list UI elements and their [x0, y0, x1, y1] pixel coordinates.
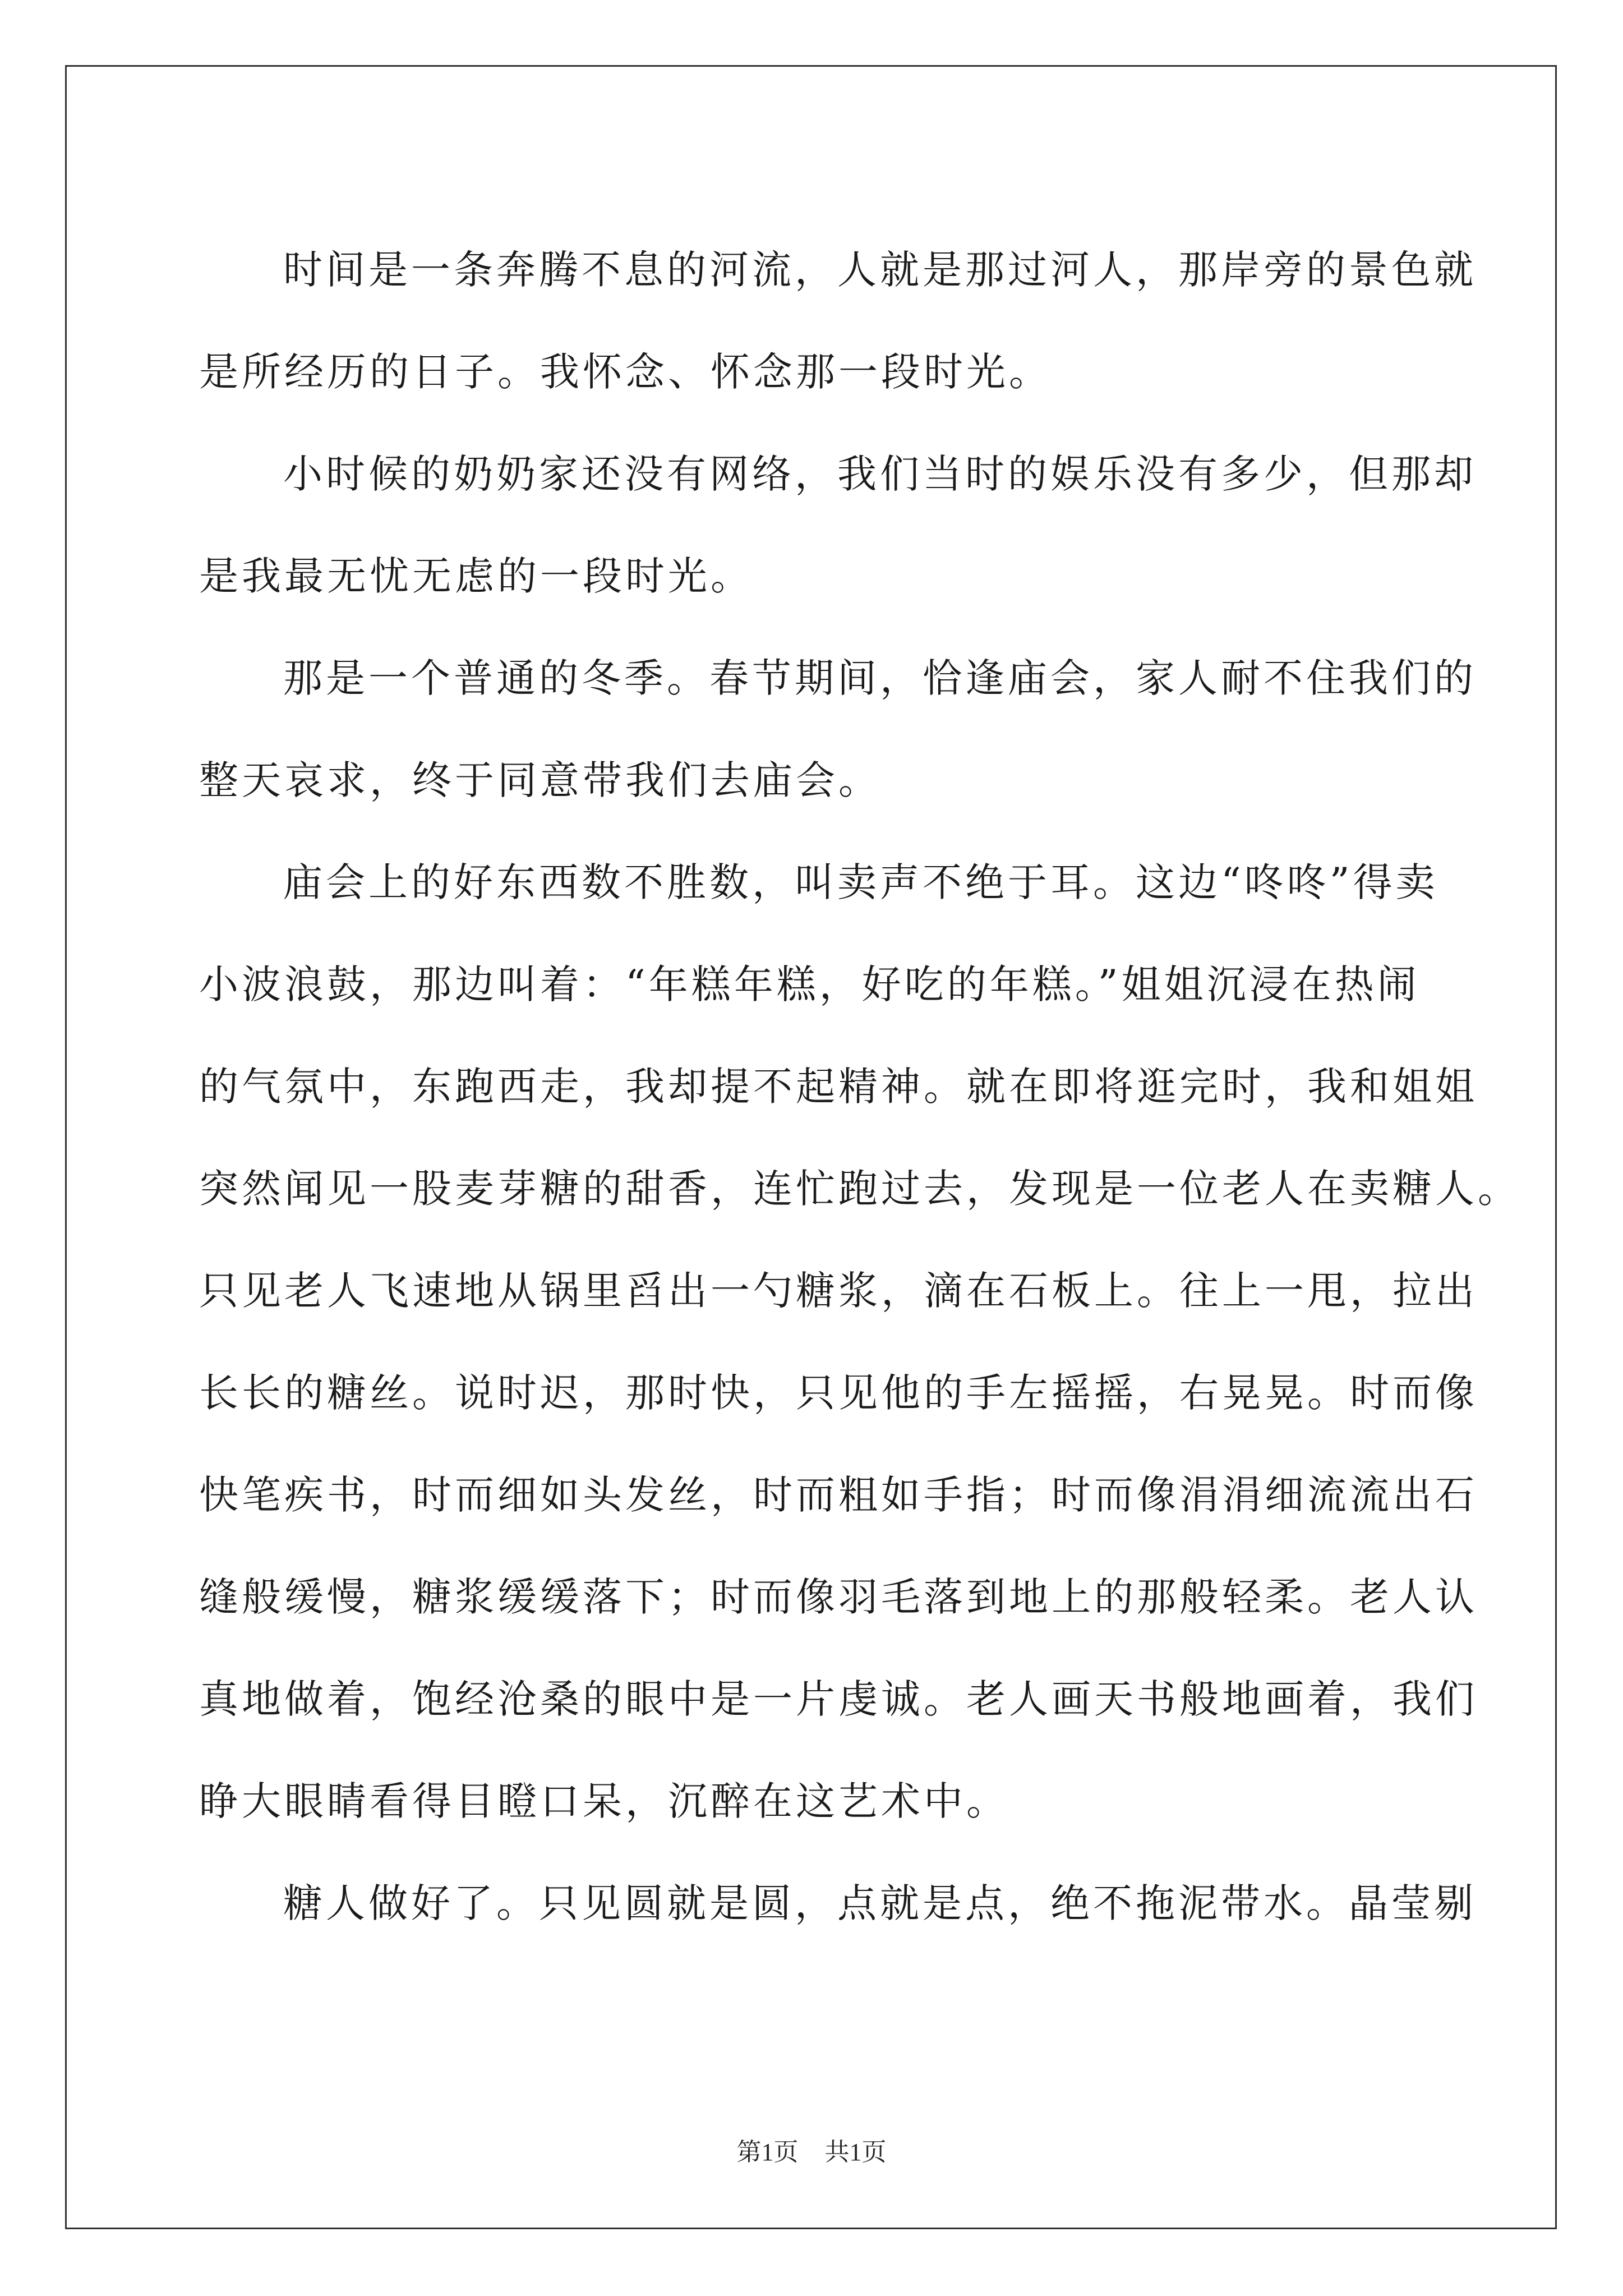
text-line: 的气氛中，东跑西走，我却提不起精神。就在即将逛完时，我和姐姐 [199, 1064, 1478, 1110]
text-line: 庙会上的好东西数不胜数，叫卖声不绝于耳。这边“咚咚”得卖 [283, 859, 1438, 905]
text-line: 长长的糖丝。说时迟，那时快，只见他的手左摇摇，右晃晃。时而像 [199, 1370, 1478, 1416]
text-line: 快笔疾书，时而细如头发丝，时而粗如手指；时而像涓涓细流流出石 [199, 1472, 1478, 1518]
text-line: 缝般缓慢，糖浆缓缓落下；时而像羽毛落到地上的那般轻柔。老人认 [199, 1574, 1478, 1620]
text-line: 是我最无忧无虑的一段时光。 [199, 553, 753, 599]
text-line: 小波浪鼓，那边叫着：“年糕年糕，好吃的年糕。”姐姐沉浸在热闹 [199, 961, 1420, 1007]
document-body [199, 219, 1520, 1954]
text-line: 整天哀求，终于同意带我们去庙会。 [199, 757, 881, 803]
page-footer [0, 2132, 1623, 2168]
text-line: 突然闻见一股麦芽糖的甜香，连忙跑过去，发现是一位老人在卖糖人。 [199, 1166, 1520, 1212]
text-line: 小时候的奶奶家还没有网络，我们当时的娱乐没有多少，但那却 [283, 451, 1477, 497]
text-line: 时间是一条奔腾不息的河流，人就是那过河人，那岸旁的景色就 [283, 247, 1477, 293]
page-total: 共1页 [824, 2138, 887, 2166]
text-block [199, 219, 1520, 1954]
text-line: 睁大眼睛看得目瞪口呆，沉醉在这艺术中。 [199, 1778, 1009, 1824]
text-line: 那是一个普通的冬季。春节期间，恰逢庙会，家人耐不住我们的 [283, 655, 1477, 701]
text-line: 真地做着，饱经沧桑的眼中是一片虔诚。老人画天书般地画着，我们 [199, 1676, 1478, 1722]
text-line: 是所经历的日子。我怀念、怀念那一段时光。 [199, 349, 1052, 395]
page-number: 第1页 [736, 2138, 799, 2166]
text-line: 糖人做好了。只见圆就是圆，点就是点，绝不拖泥带水。晶莹剔 [283, 1880, 1477, 1926]
text-line: 只见老人飞速地从锅里舀出一勺糖浆，滴在石板上。往上一甩，拉出 [199, 1268, 1478, 1314]
